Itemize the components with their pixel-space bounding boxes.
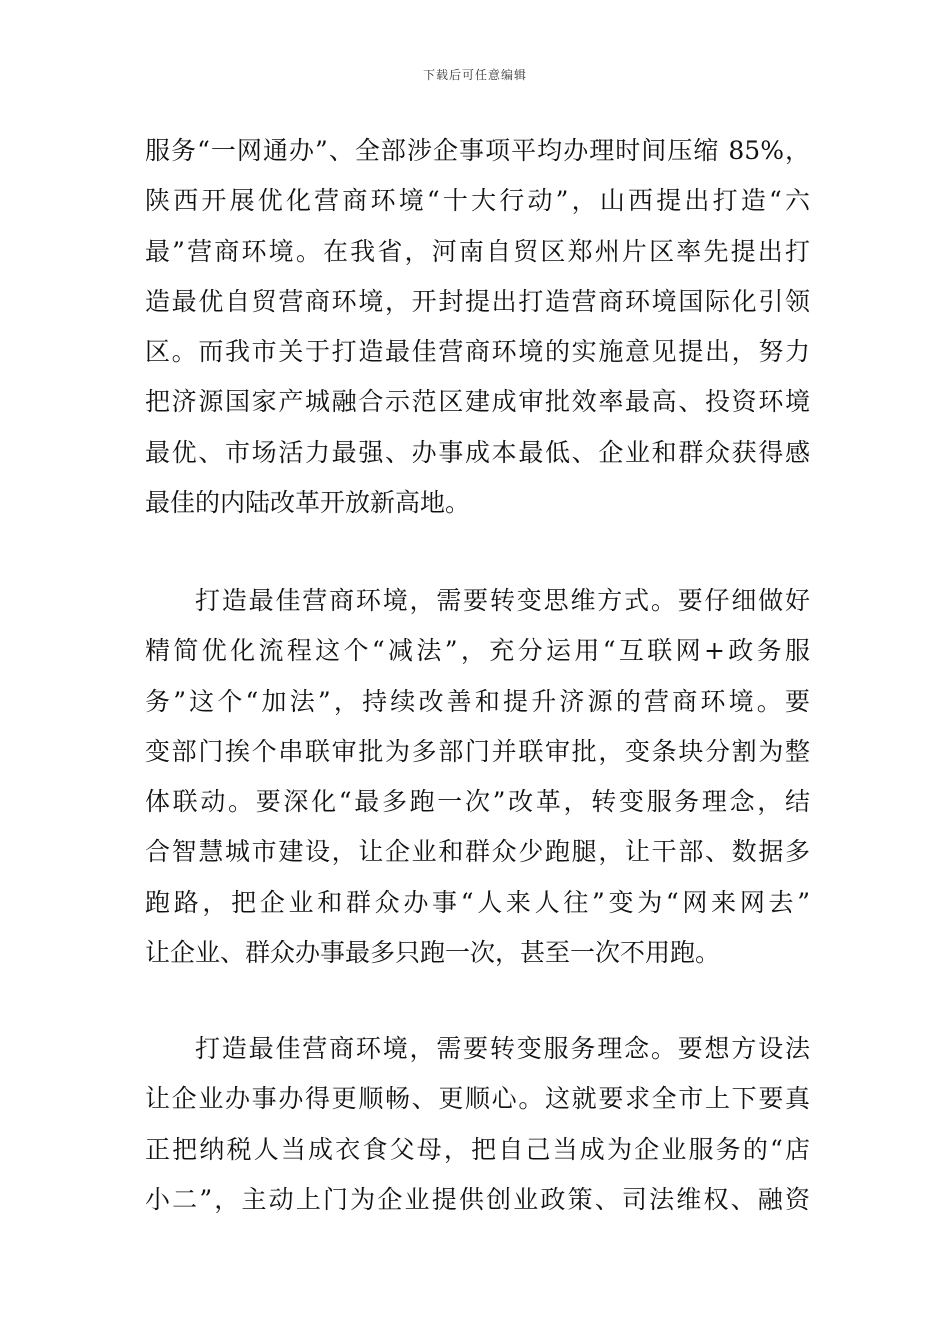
paragraph-line: 打造最佳营商环境，需要转变服务理念。要想方设法 xyxy=(195,1034,810,1063)
paragraph-line: 打造最佳营商环境，需要转变思维方式。要仔细做好 xyxy=(195,586,810,615)
header-note: 下载后可任意编辑 xyxy=(422,68,527,82)
paragraph-2 xyxy=(145,576,810,978)
paragraph-line: 务”这个“加法”，持续改善和提升济源的营商环境。要 xyxy=(145,686,810,716)
paragraph-line: 让企业办事办得更顺畅、更顺心。这就要求全市上下要真 xyxy=(145,1084,810,1114)
paragraph-line: 让企业、群众办事最多只跑一次，甚至一次不用跑。 xyxy=(145,938,721,968)
paragraph-line: 变部门挨个串联审批为多部门并联审批，变条块分割为整 xyxy=(145,736,810,766)
paragraph-line: 最佳的内陆改革开放新高地。 xyxy=(145,488,471,518)
paragraph-line: 陕西开展优化营商环境“十大行动”，山西提出打造“六 xyxy=(145,186,810,216)
paragraph-line: 服务“一网通办”、全部涉企事项平均办理时间压缩 85%， xyxy=(145,136,810,165)
paragraph-line: 最”营商环境。在我省，河南自贸区郑州片区率先提出打 xyxy=(145,236,810,266)
paragraph-line: 合智慧城市建设，让企业和群众少跑腿，让干部、数据多 xyxy=(145,837,810,867)
paragraph-1 xyxy=(145,126,810,528)
paragraph-line: 跑路，把企业和群众办事“人来人往”变为“网来网去” xyxy=(145,887,810,917)
paragraph-line: 小二”，主动上门为企业提供创业政策、司法维权、融资 xyxy=(145,1184,810,1214)
paragraph-line: 体联动。要深化“最多跑一次”改革，转变服务理念，结 xyxy=(145,787,810,817)
paragraph-line: 最优、市场活力最强、办事成本最低、企业和群众获得感 xyxy=(145,437,810,467)
paragraph-line: 精简优化流程这个“减法”，充分运用“互联网+政务服 xyxy=(145,636,810,666)
paragraph-line: 正把纳税人当成衣食父母，把自己当成为企业服务的“店 xyxy=(145,1134,810,1164)
paragraph-3 xyxy=(145,1024,810,1225)
paragraph-line: 把济源国家产城融合示范区建成审批效率最高、投资环境 xyxy=(145,387,810,417)
paragraph-line: 区。而我市关于打造最佳营商环境的实施意见提出，努力 xyxy=(145,337,810,367)
paragraph-line: 造最优自贸营商环境，开封提出打造营商环境国际化引领 xyxy=(145,286,810,316)
